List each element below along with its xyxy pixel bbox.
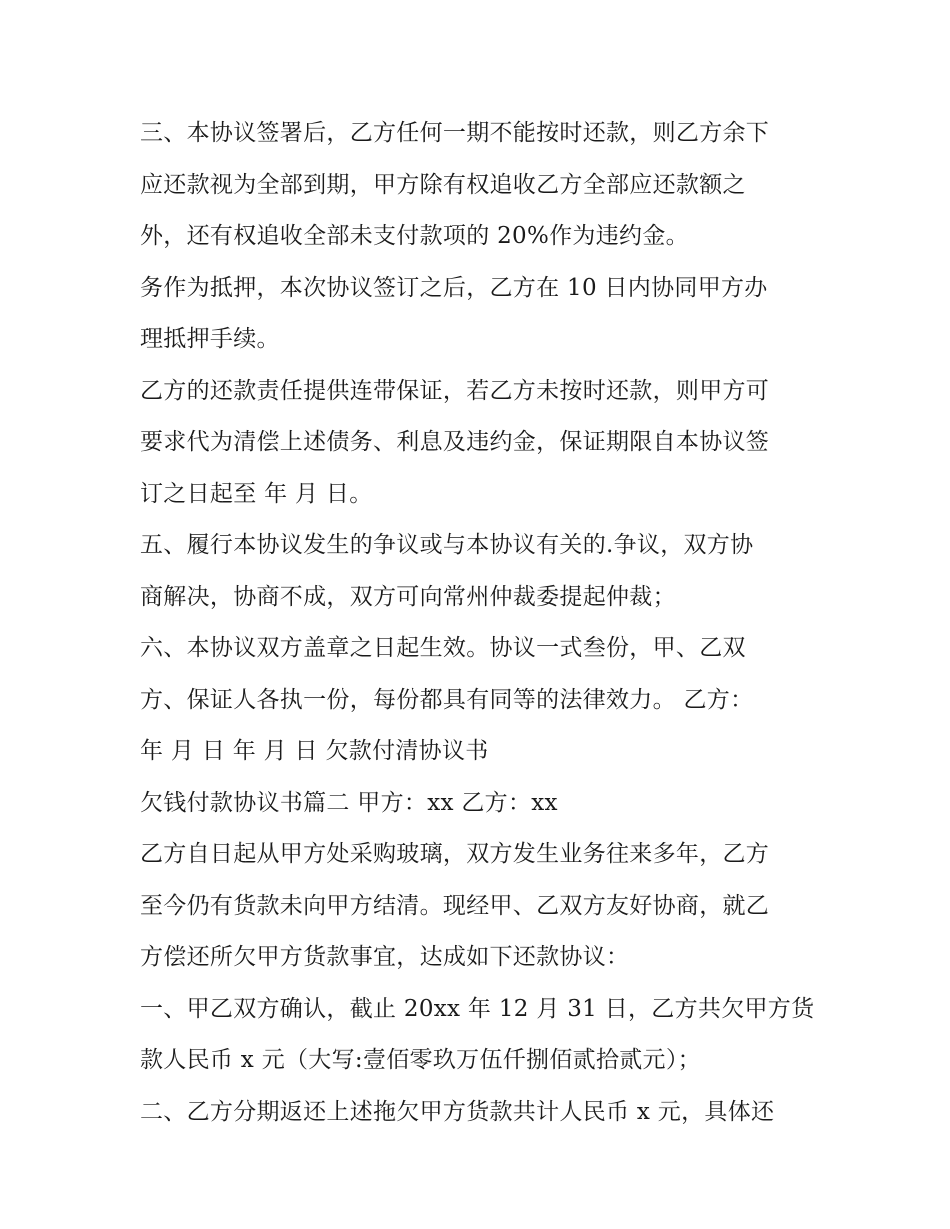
text-line: 商解决，协商不成，双方可向常州仲裁委提起仲裁； — [140, 583, 676, 610]
text-line: 乙方的还款责任提供连带保证，若乙方未按时还款，则甲方可 — [140, 377, 770, 404]
text-line: 一、甲乙双方确认，截止 20xx 年 12 月 31 日，乙方共欠甲方货 — [140, 995, 815, 1022]
text-line: 要求代为清偿上述债务、利息及违约金，保证期限自本协议签 — [140, 429, 770, 455]
text-line: 外，还有权追收全部未支付款项的 20%作为违约金。 — [140, 223, 689, 249]
text-line: 二、乙方分期返还上述拖欠甲方货款共计人民币 x 元，具体还 — [140, 1098, 775, 1125]
text-line: 应还款视为全部到期，甲方除有权追收乙方全部应还款额之 — [140, 171, 746, 198]
text-line: 理抵押手续。 — [140, 326, 280, 352]
text-line: 欠钱付款协议书篇二 甲方：xx 乙方：xx — [140, 789, 558, 816]
text-line: 款人民币 x 元（大写:壹佰零玖万伍仟捌佰贰拾贰元）； — [140, 1047, 701, 1073]
text-line: 五、履行本协议发生的争议或与本协议有关的.争议，双方协 — [140, 532, 754, 558]
text-line: 乙方自日起从甲方处采购玻璃，双方发生业务往来多年，乙方 — [140, 841, 770, 867]
text-line: 务作为抵押，本次协议签订之后，乙方在 10 日内协同甲方办 — [140, 274, 768, 301]
text-line: 方偿还所欠甲方货款事宜，达成如下还款协议： — [140, 944, 630, 970]
text-line: 方、保证人各执一份，每份都具有同等的法律效力。 乙方： — [140, 686, 754, 713]
text-line: 年 月 日 年 月 日 欠款付清协议书 — [140, 738, 489, 764]
text-line: 至今仍有货款未向甲方结清。现经甲、乙双方友好协商，就乙 — [140, 892, 770, 919]
text-line: 订之日起至 年 月 日。 — [140, 480, 373, 507]
document-body — [140, 108, 840, 1138]
text-line: 三、本协议签署后，乙方任何一期不能按时还款，则乙方余下 — [140, 120, 770, 146]
text-line: 六、本协议双方盖章之日起生效。协议一式叁份，甲、乙双 — [140, 635, 746, 661]
